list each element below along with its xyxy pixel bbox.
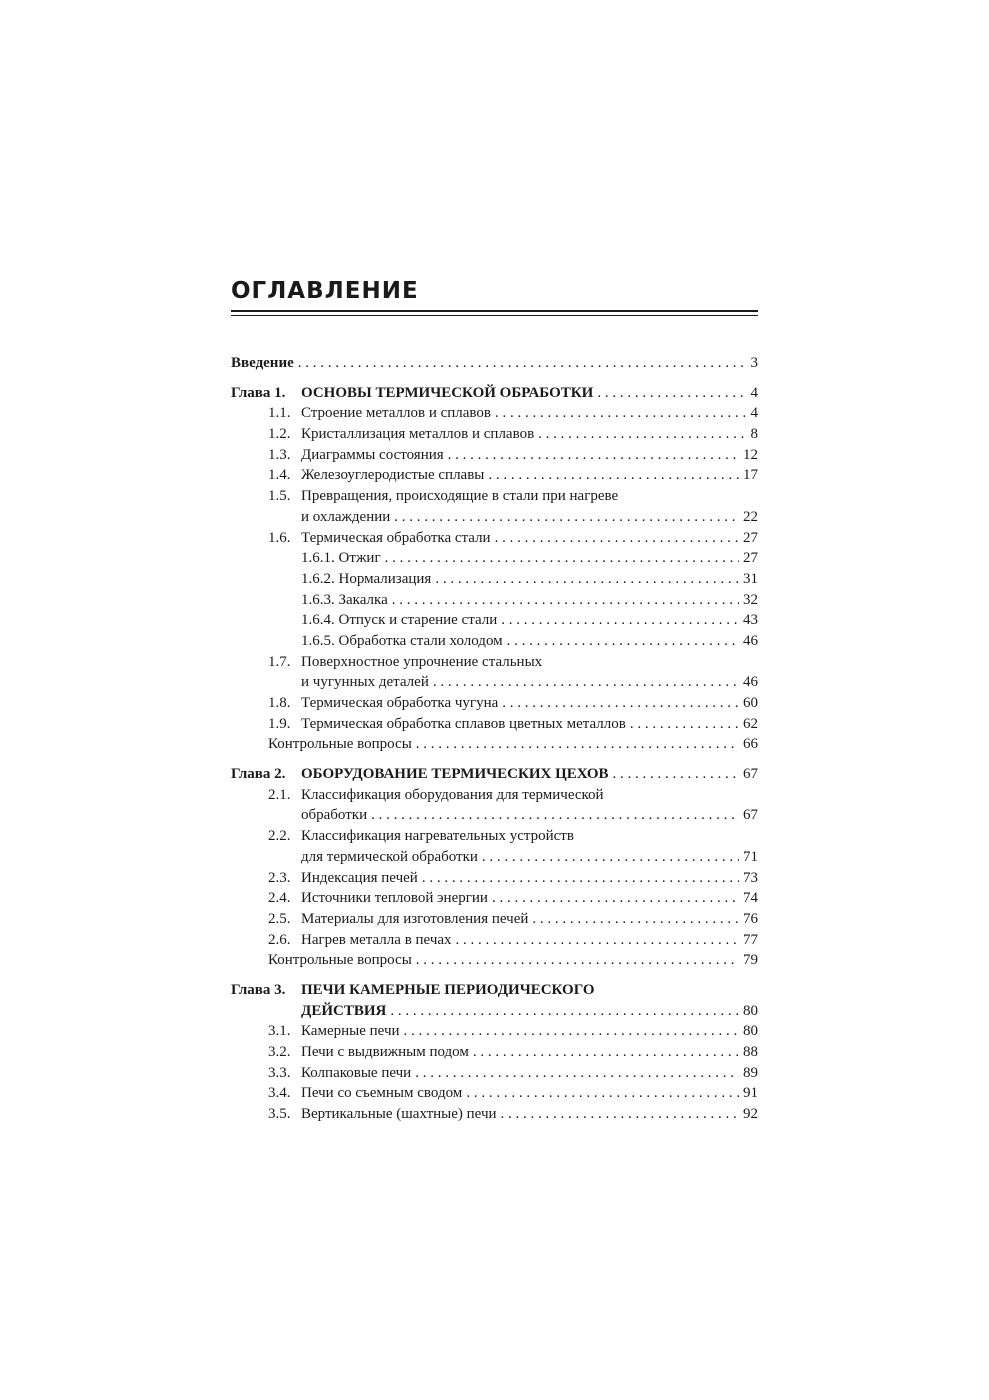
section-number: 3.2.: [268, 1044, 291, 1060]
section-number: 1.4.: [268, 467, 291, 484]
entry-title: Контрольные вопросы: [268, 736, 412, 753]
section-number: 1.5.: [268, 488, 291, 505]
entry-title: Нагрев металла в печах: [301, 931, 452, 948]
toc-entry-2-4[interactable]: [231, 888, 758, 909]
toc-entry-1-5[interactable]: [231, 486, 758, 507]
toc-entry-1-5-cont[interactable]: [231, 507, 758, 528]
toc-entry-2-1-cont[interactable]: [231, 805, 758, 826]
chapter-title-cont: ДЕЙСТВИЯ: [301, 1002, 387, 1019]
section-number: 2.5.: [268, 910, 291, 927]
section-number: 2.3.: [268, 869, 291, 886]
leader-dots: [597, 383, 746, 404]
page-number: 46: [743, 674, 758, 691]
section-number: 1.3.: [268, 446, 291, 463]
page-number: 4: [750, 384, 758, 401]
entry-title: Камерные печи: [301, 1023, 400, 1040]
chapter-label: Глава 2.: [231, 766, 286, 783]
toc-entry-3-3[interactable]: [231, 1063, 758, 1084]
page-number: 43: [743, 612, 758, 629]
entry-title-cont: обработки: [301, 807, 368, 824]
page-number: 17: [743, 467, 758, 484]
toc-chapter-1[interactable]: [231, 383, 758, 404]
toc-entry-2-5[interactable]: [231, 909, 758, 930]
toc-entry-1-6[interactable]: [231, 528, 758, 549]
toc-entry-1-6-3[interactable]: [231, 590, 758, 611]
entry-title: Кристаллизация металлов и сплавов: [301, 426, 535, 443]
page-number: 77: [743, 931, 758, 948]
page-number: 67: [743, 807, 758, 824]
page-number: 31: [743, 570, 758, 587]
section-number: 1.6.5.: [301, 632, 335, 649]
toc-entry-1-7[interactable]: [231, 652, 758, 673]
entry-title: Термическая обработка сплавов цветных металлов: [301, 715, 626, 732]
chapter-label: Глава 3.: [231, 981, 286, 998]
page-number: 80: [743, 1023, 758, 1040]
page-number: 89: [743, 1064, 758, 1081]
entry-title: Железоуглеродистые сплавы: [301, 467, 485, 484]
toc-entry-2-2[interactable]: [231, 826, 758, 847]
toc-entry-1-1[interactable]: [231, 403, 758, 424]
page-number: 74: [743, 890, 758, 907]
page-number: 22: [743, 508, 758, 525]
entry-title: Введение: [231, 355, 294, 371]
page-number: 8: [750, 426, 758, 443]
toc-chapter-3-cont[interactable]: [231, 1001, 758, 1022]
toc-entry-intro[interactable]: [231, 353, 758, 374]
section-number: 3.3.: [268, 1064, 291, 1081]
section-number: 1.6.3.: [301, 591, 335, 608]
title-rule-thin: [231, 315, 758, 316]
toc-entry-1-9[interactable]: [231, 714, 758, 735]
page-number: 80: [743, 1002, 758, 1019]
page-number: 4: [750, 405, 758, 422]
leader-dots: [298, 353, 747, 374]
toc-entry-1-review[interactable]: [231, 734, 758, 755]
entry-title: Отпуск и старение стали: [338, 612, 498, 629]
entry-title: Контрольные вопросы: [268, 952, 412, 969]
section-number: 1.6.1.: [301, 550, 335, 567]
page-number: 67: [743, 766, 758, 783]
toc-entry-2-2-cont[interactable]: [231, 847, 758, 868]
section-number: 1.6.2.: [301, 570, 335, 587]
page-number: 27: [743, 550, 758, 567]
page-number: 91: [743, 1085, 758, 1102]
entry-title: Превращения, происходящие в стали при нагреве: [301, 488, 619, 505]
toc-chapter-2[interactable]: [231, 764, 758, 785]
toc-entry-3-4[interactable]: [231, 1083, 758, 1104]
entry-title: Печи с выдвижным подом: [301, 1044, 469, 1060]
chapter-title: ОБОРУДОВАНИЕ ТЕРМИЧЕСКИХ ЦЕХОВ: [301, 766, 609, 783]
section-number: 3.1.: [268, 1023, 291, 1040]
table-of-contents: [231, 353, 758, 1125]
toc-entry-2-6[interactable]: [231, 930, 758, 951]
section-number: 1.1.: [268, 405, 291, 422]
entry-title: Колпаковые печи: [301, 1064, 412, 1081]
entry-title: Отжиг: [338, 550, 381, 567]
section-number: 1.6.: [268, 529, 291, 546]
toc-entry-2-3[interactable]: [231, 868, 758, 889]
entry-title: Материалы для изготовления печей: [301, 910, 529, 927]
page-number: 60: [743, 695, 758, 711]
chapter-label: Глава 1.: [231, 384, 286, 401]
page-number: 88: [743, 1044, 758, 1060]
section-number: 2.2.: [268, 828, 291, 845]
page-number: 92: [743, 1106, 758, 1123]
entry-title: Термическая обработка чугуна: [301, 695, 499, 711]
page-number: 46: [743, 632, 758, 649]
chapter-title: ПЕЧИ КАМЕРНЫЕ ПЕРИОДИЧЕСКОГО: [301, 981, 595, 998]
entry-title: Вертикальные (шахтные) печи: [301, 1106, 497, 1123]
toc-entry-3-1[interactable]: [231, 1021, 758, 1042]
toc-entry-2-1[interactable]: [231, 785, 758, 806]
section-number: 1.7.: [268, 653, 291, 670]
toc-entry-1-8[interactable]: [231, 693, 758, 714]
toc-entry-1-6-4[interactable]: [231, 610, 758, 631]
section-number: 1.9.: [268, 715, 291, 732]
chapter-title: ОСНОВЫ ТЕРМИЧЕСКОЙ ОБРАБОТКИ: [301, 384, 594, 401]
section-number: 2.6.: [268, 931, 291, 948]
toc-entry-1-3[interactable]: [231, 445, 758, 466]
entry-title: Термическая обработка стали: [301, 529, 491, 546]
toc-entry-1-6-5[interactable]: [231, 631, 758, 652]
section-number: 1.2.: [268, 426, 291, 443]
page-number: 66: [743, 736, 758, 753]
page-number: 71: [743, 848, 758, 865]
page-number: 76: [743, 910, 758, 927]
entry-title: Классификация нагревательных устройств: [301, 828, 574, 845]
toc-entry-3-2[interactable]: [231, 1042, 758, 1063]
page-number: 27: [743, 529, 758, 546]
section-number: 1.8.: [268, 695, 291, 711]
page-number: 12: [743, 446, 758, 463]
toc-entry-3-5[interactable]: [231, 1104, 758, 1125]
toc-entry-1-2[interactable]: [231, 424, 758, 445]
entry-title: Классификация оборудования для термической: [301, 786, 604, 803]
toc-entry-1-6-1[interactable]: [231, 548, 758, 569]
title-rule-thick: [231, 310, 758, 312]
entry-title: Обработка стали холодом: [338, 632, 503, 649]
entry-title: Источники тепловой энергии: [301, 890, 488, 907]
entry-title: Поверхностное упрочнение стальных: [301, 653, 543, 670]
entry-title-cont: и охлаждении: [301, 508, 391, 525]
toc-entry-1-7-cont[interactable]: [231, 672, 758, 693]
entry-title: Закалка: [338, 591, 388, 608]
toc-entry-1-4[interactable]: [231, 465, 758, 486]
section-number: 2.4.: [268, 890, 291, 907]
entry-title: Печи со съемным сводом: [301, 1085, 463, 1102]
toc-chapter-3[interactable]: [231, 980, 758, 1001]
toc-entry-2-review[interactable]: [231, 950, 758, 971]
toc-entry-1-6-2[interactable]: [231, 569, 758, 590]
page-number: 3: [750, 355, 758, 371]
section-number: 2.1.: [268, 786, 291, 803]
page-number: 73: [743, 869, 758, 886]
entry-title-cont: для термической обработки: [301, 848, 478, 865]
page-number: 32: [743, 591, 758, 608]
page-title: ОГЛАВЛЕНИЕ: [231, 278, 419, 304]
section-number: 3.4.: [268, 1085, 291, 1102]
entry-title: Строение металлов и сплавов: [301, 405, 491, 422]
entry-title: Диаграммы состояния: [301, 446, 444, 463]
page-number: 79: [743, 952, 758, 969]
section-number: 3.5.: [268, 1106, 291, 1123]
page-number: 62: [743, 715, 758, 732]
entry-title-cont: и чугунных деталей: [301, 674, 429, 691]
entry-title: Нормализация: [338, 570, 432, 587]
entry-title: Индексация печей: [301, 869, 418, 886]
section-number: 1.6.4.: [301, 612, 335, 629]
